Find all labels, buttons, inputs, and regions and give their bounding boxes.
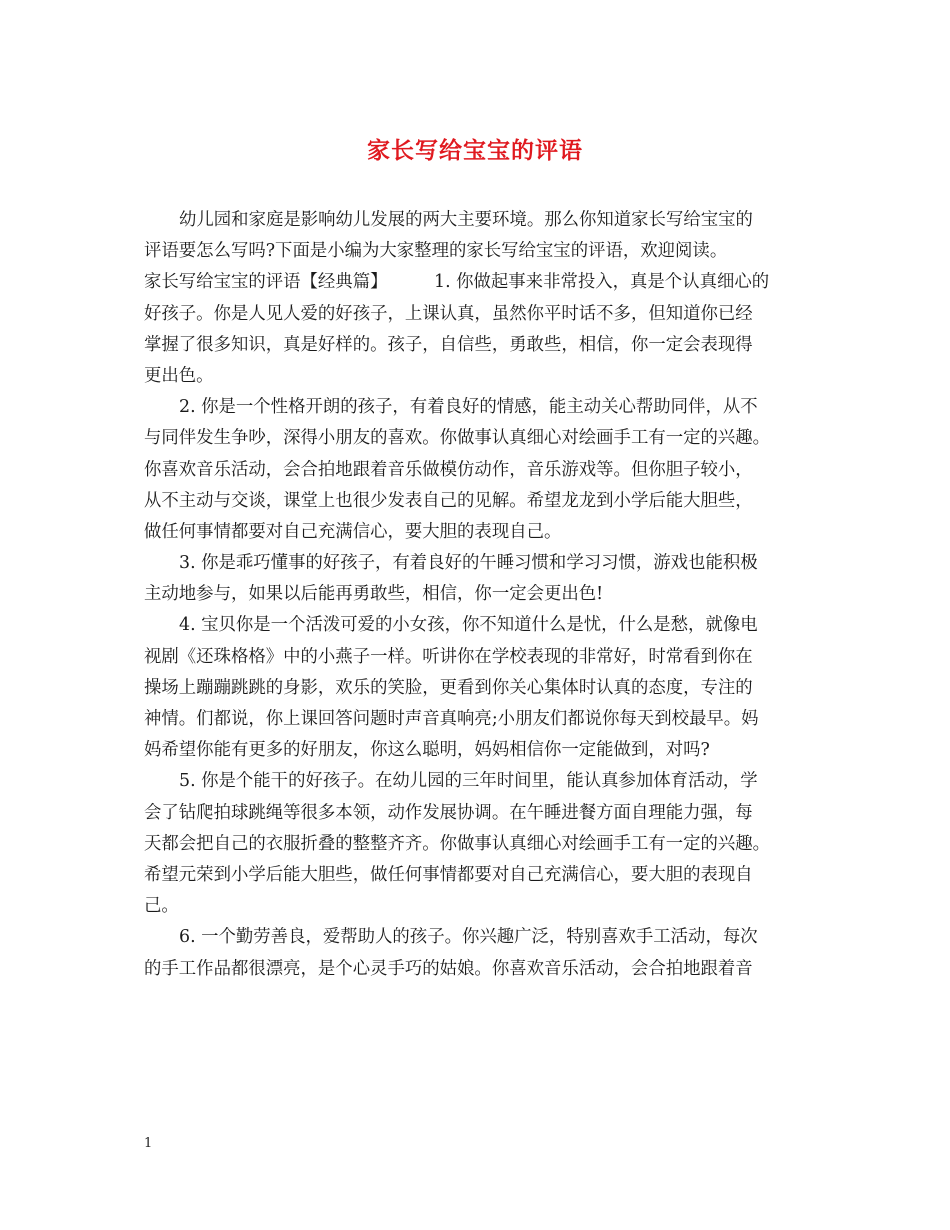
item-3-line: 主动地参与，如果以后能再勇敢些，相信，你一定会更出色! (144, 584, 604, 605)
item-4-line: 操场上蹦蹦跳跳的身影，欢乐的笑脸，更看到你关心集体时认真的态度，专注的 (144, 677, 753, 698)
section-heading-row (144, 267, 816, 298)
item-2-line: 2. 你是一个性格开朗的孩子，有着良好的情感，能主动关心帮助同伴，从不 (179, 397, 758, 418)
item-5-line: 会了钻爬拍球跳绳等很多本领，动作发展协调。在午睡进餐方面自理能力强，每 (144, 802, 753, 823)
item-2-line: 做任何事情都要对自己充满信心，要大胆的表现自己。 (144, 521, 562, 542)
intro-line: 幼儿园和家庭是影响幼儿发展的两大主要环境。那么你知道家长写给宝宝的 (179, 210, 753, 230)
item-1-line: 好孩子。你是人见人爱的好孩子，上课认真，虽然你平时话不多，但知道你已经 (144, 303, 753, 324)
item-5-line: 希望元荣到小学后能大胆些，做任何事情都要对自己充满信心，要大胆的表现自 (144, 864, 753, 885)
page-number: 1 (144, 1136, 153, 1151)
item-6-line: 的手工作品都很漂亮，是个心灵手巧的姑娘。你喜欢音乐活动，会合拍地跟着音 (144, 958, 753, 979)
item-1-line: 掌握了很多知识，真是好样的。孩子，自信些，勇敢些，相信，你一定会表现得 (144, 334, 753, 355)
item-3-line: 3. 你是乖巧懂事的好孩子，有着良好的午睡习惯和学习习惯，游戏也能积极 (179, 553, 758, 574)
item-1-first-line: 1. 你做起事来非常投入，真是个认真细心的 (434, 272, 770, 293)
item-2-line: 你喜欢音乐活动，会合拍地跟着音乐做模仿动作，音乐游戏等。但你胆子较小， (144, 459, 753, 480)
document-title: 家长写给宝宝的评语 (367, 137, 583, 164)
item-4-line: 视剧《还珠格格》中的小燕子一样。听讲你在学校表现的非常好，时常看到你在 (144, 646, 753, 667)
item-4-line: 妈希望你能有更多的好朋友，你这么聪明，妈妈相信你一定能做到，对吗? (144, 740, 710, 761)
item-6-line: 6. 一个勤劳善良，爱帮助人的孩子。你兴趣广泛，特别喜欢手工活动，每次 (179, 927, 758, 948)
item-2-line: 从不主动与交谈，课堂上也很少发表自己的见解。希望龙龙到小学后能大胆些， (144, 490, 753, 511)
item-4-line: 4. 宝贝你是一个活泼可爱的小女孩，你不知道什么是忧，什么是愁，就像电 (179, 615, 758, 636)
item-5-line: 己。 (144, 896, 179, 917)
item-2-line: 与同伴发生争吵，深得小朋友的喜欢。你做事认真细心对绘画手工有一定的兴趣。 (144, 428, 771, 449)
item-1-line: 更出色。 (144, 365, 214, 386)
document-body (144, 205, 816, 985)
item-5-line: 5. 你是个能干的好孩子。在幼儿园的三年时间里，能认真参加体育活动，学 (179, 771, 758, 792)
section-heading: 家长写给宝宝的评语【经典篇】 (144, 272, 388, 293)
item-5-line: 天都会把自己的衣服折叠的整整齐齐。你做事认真细心对绘画手工有一定的兴趣。 (144, 833, 771, 854)
item-4-line: 神情。们都说，你上课回答问题时声音真响亮;小朋友们都说你每天到校最早。妈 (144, 709, 759, 729)
intro-line: 评语要怎么写吗?下面是小编为大家整理的家长写给宝宝的评语，欢迎阅读。 (144, 241, 728, 262)
